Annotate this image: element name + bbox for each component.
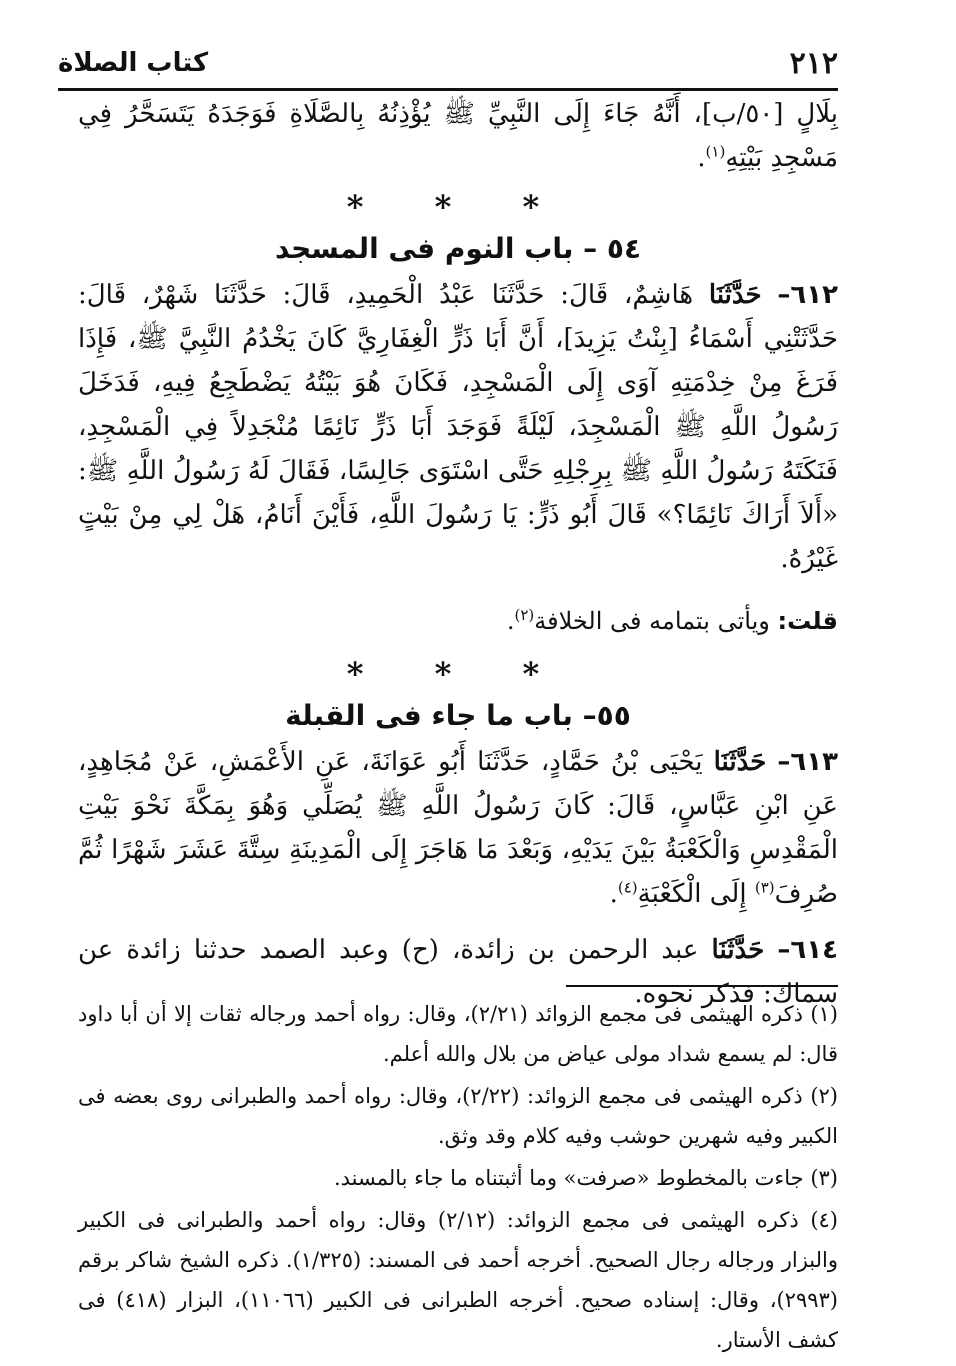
hadith-text: يَحْيَى بْنُ حَمَّادٍ، حَدَّثَنَا أَبُو عَوَانَةَ، عَنِ الأَعْمَشِ، عَنْ مُجَاهِدٍ، عَنِ ابْنِ عَبَّاسٍ، قَالَ: كَانَ رَسُولُ اللَّهِ ﷺ يُصَلِّي وَهُوَ بِمَكَّةَ نَحْوَ بَيْتِ الْمَقْدِسِ وَالْكَعْبَةُ بَيْنَ يَدَيْهِ، وَبَعْدَ مَا هَاجَرَ إِلَى الْمَدِينَةِ سِتَّةَ عَشَرَ شَهْرًا ثُمَّ صُرِفَ: [78, 747, 838, 909]
opening-line: بِلَالٍ [٥٠/ب]، أَنَّهُ جَاءَ إِلَى النَّبِيِّ ﷺ يُؤْذِنُهُ بِالصَّلَاةِ فَوَجَدَهُ يَتَسَحَّرُ فِي مَسْجِدِ بَيْتِهِ$^{(١)}$.: [78, 99, 838, 173]
qult-text: ويأتى بتمامه فى الخلافة: [534, 607, 770, 635]
section-separator: * * *: [346, 188, 570, 226]
hadith-number: ٦١٣–: [777, 747, 839, 777]
hadith-612: [78, 273, 838, 581]
footnote-1: (١) ذكره الهيثمى فى مجمع الزوائد (٢/٢١)، وقال: رواه أحمد ورجاله ثقات إلا أن أبا داود قال: لم يسمع شداد مولى عياض من بلال والله أعلم.: [78, 1002, 838, 1066]
hadith-opening: حَدَّثَنَا: [713, 747, 767, 777]
qult-note: [78, 599, 838, 643]
section-separator: * * *: [346, 655, 570, 693]
footnote-ref-3[interactable]: (٣): [754, 878, 775, 897]
main-text: [78, 92, 838, 1016]
hadith-end: .: [609, 879, 618, 909]
qult-end: .: [506, 607, 515, 635]
chapter-heading-55: ٥٥– باب ما جاء فى القبلة: [285, 699, 631, 732]
footnote-ref-2[interactable]: (٢): [514, 606, 535, 624]
qult-label: قلت:: [777, 607, 838, 635]
hadith-613: [78, 740, 838, 916]
hadith-text: هَاشِمٌ، قَالَ: حَدَّثَنَا عَبْدُ الْحَمِيدِ، قَالَ: حَدَّثَنَا شَهْرٌ، قَالَ: حَدَّثَتْنِي أَسْمَاءُ [بِنْتُ يَزِيدَ]، أَنَّ أَبَا ذَرٍّ الْغِفَارِيَّ كَانَ يَخْدُمُ النَّبِيَّ ﷺ، فَإِذَا فَرَغَ مِنْ خِدْمَتِهِ آوَى إِلَى الْمَسْجِدِ، فَكَانَ هُوَ بَيْتُهُ يَضْطَجِعُ فِيهِ، فَدَخَلَ رَسُولُ اللَّهِ ﷺ الْمَسْجِدَ، لَيْلَةً فَوَجَدَ أَبَا ذَرٍّ نَائِمًا مُنْجَدِلاً فِي الْمَسْجِدِ، فَنَكَتَهُ رَسُولُ اللَّهِ ﷺ بِرِجْلِهِ حَتَّى اسْتَوَى جَالِسًا، فَقَالَ لَهُ رَسُولُ اللَّهِ ﷺ: «أَلاَ أَرَاكَ نَائِمًا؟» قَالَ أَبُو ذَرٍّ: يَا رَسُولَ اللَّهِ، فَأَيْنَ أَنَامُ، هَلْ لِي مِنْ بَيْتٍ غَيْرُهُ.: [78, 280, 838, 574]
footnote-ref-1[interactable]: (١): [705, 142, 726, 161]
footnote-4: (٤) ذكره الهيثمى فى مجمع الزوائد: (٢/١٢) وقال: رواه أحمد والطبرانى فى الكبير والبزار ورجاله رجال الصحيح. أخرجه أحمد فى المسند: (١/٣٢٥). ذكره الشيخ شاكر برقم (٢٩٩٣)، وقال: إسناده صحيح. أخرجه الطبرانى فى الكبير (١١٠٦٦)، البزار (٤١٨) فى كشف الأستار.: [78, 1208, 838, 1352]
footnote-divider: [566, 985, 838, 987]
footnote-ref-4[interactable]: (٤): [617, 878, 638, 897]
footnotes: [78, 994, 838, 1362]
hadith-opening: حَدَّثَنَا: [708, 280, 762, 310]
running-header: [58, 38, 838, 91]
hadith-opening: حَدَّثَنَا: [711, 935, 765, 965]
chapter-heading-54: ٥٤ – باب النوم فى المسجد: [274, 232, 642, 265]
page-number: ٢١٢: [789, 45, 838, 81]
hadith-text: عبد الرحمن بن زائدة، (ح) وعبد الصمد حدثنا زائدة عن سماك: فذكر نحوه.: [78, 935, 838, 1009]
hadith-text-end: إِلَى الْكَعْبَةِ: [637, 879, 755, 909]
hadith-number: ٦١٤–: [777, 935, 839, 965]
book-title: كتاب الصلاة: [58, 48, 209, 78]
footnote-3: (٣) جاءت بالمخطوط «صرفت» وما أثبتناه ما جاء بالمسند.: [333, 1166, 838, 1190]
hadith-number: ٦١٢–: [777, 280, 839, 310]
footnote-2: (٢) ذكره الهيثمى فى مجمع الزوائد: (٢/٢٢)، وقال: رواه أحمد والطبرانى روى بعضه فى الكبير وفيه شهرين حوشب وفيه كلام وقد وثق.: [78, 1084, 838, 1148]
opening-line-text: بِلَالٍ [٥٠/ب]، أَنَّهُ جَاءَ إِلَى النَّبِيِّ ﷺ يُؤْذِنُهُ بِالصَّلَاةِ فَوَجَدَهُ يَتَسَحَّرُ فِي مَسْجِدِ بَيْتِهِ: [78, 99, 838, 173]
